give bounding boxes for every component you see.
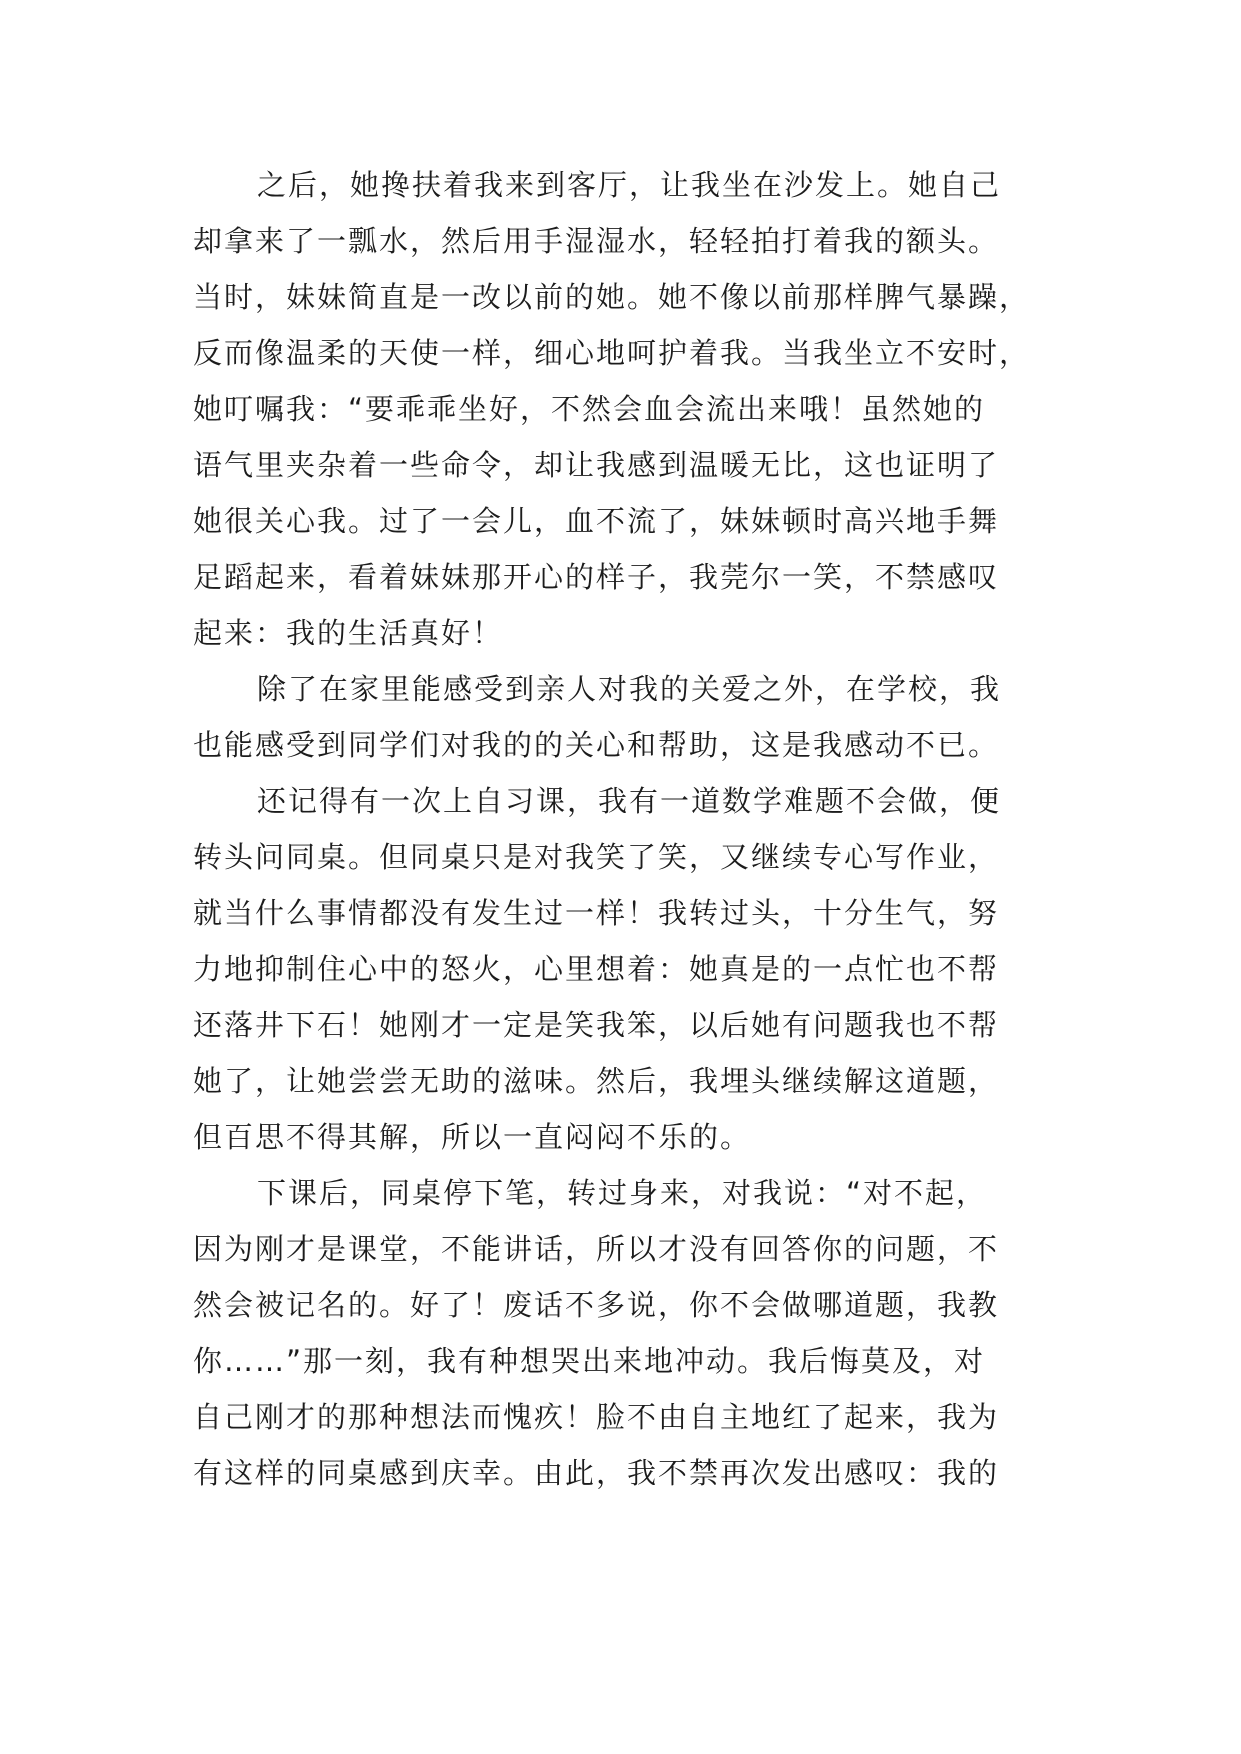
- text-line: 但百思不得其解，所以一直闷闷不乐的。: [193, 1120, 752, 1154]
- text-line: 之后，她搀扶着我来到客厅，让我坐在沙发上。她自己: [257, 168, 1002, 202]
- text-line: 你……”那一刻，我有种想哭出来地冲动。我后悔莫及，对: [193, 1344, 986, 1378]
- text-line: 也能感受到同学们对我的的关心和帮助，这是我感动不已。: [193, 728, 1000, 762]
- text-line: 就当什么事情都没有发生过一样！我转过头，十分生气，努: [193, 896, 1000, 930]
- text-line: 还落井下石！她刚才一定是笑我笨，以后她有问题我也不帮: [193, 1008, 1000, 1042]
- text-line: 有这样的同桌感到庆幸。由此，我不禁再次发出感叹：我的: [193, 1456, 1000, 1490]
- text-line: 语气里夹杂着一些命令，却让我感到温暖无比，这也证明了: [193, 448, 1000, 482]
- text-line: 下课后，同桌停下笔，转过身来，对我说：“对不起，: [257, 1176, 988, 1210]
- body-text: [193, 157, 1073, 1501]
- text-line: 起来：我的生活真好！: [193, 616, 504, 650]
- text-line: 反而像温柔的天使一样，细心地呵护着我。当我坐立不安时，: [193, 336, 1031, 370]
- text-line: 除了在家里能感受到亲人对我的关爱之外，在学校，我: [257, 672, 1002, 706]
- text-line: 还记得有一次上自习课，我有一道数学难题不会做，便: [257, 784, 1002, 818]
- text-line: 她叮嘱我：“要乖乖坐好，不然会血会流出来哦！虽然她的: [193, 392, 986, 426]
- text-line: 却拿来了一瓢水，然后用手湿湿水，轻轻拍打着我的额头。: [193, 224, 1000, 258]
- text-line: 她了，让她尝尝无助的滋味。然后，我埋头继续解这道题，: [193, 1064, 1000, 1098]
- text-line: 然会被记名的。好了！废话不多说，你不会做哪道题，我教: [193, 1288, 1000, 1322]
- text-line: 转头问同桌。但同桌只是对我笑了笑，又继续专心写作业，: [193, 840, 1000, 874]
- text-line: 足蹈起来，看着妹妹那开心的样子，我莞尔一笑，不禁感叹: [193, 560, 1000, 594]
- text-line: 当时，妹妹简直是一改以前的她。她不像以前那样脾气暴躁，: [193, 280, 1031, 314]
- text-line: 自己刚才的那种想法而愧疚！脸不由自主地红了起来，我为: [193, 1400, 1000, 1434]
- text-line: 因为刚才是课堂，不能讲话，所以才没有回答你的问题，不: [193, 1232, 1000, 1266]
- text-line: 力地抑制住心中的怒火，心里想着：她真是的一点忙也不帮: [193, 952, 1000, 986]
- text-line: 她很关心我。过了一会儿，血不流了，妹妹顿时高兴地手舞: [193, 504, 1000, 538]
